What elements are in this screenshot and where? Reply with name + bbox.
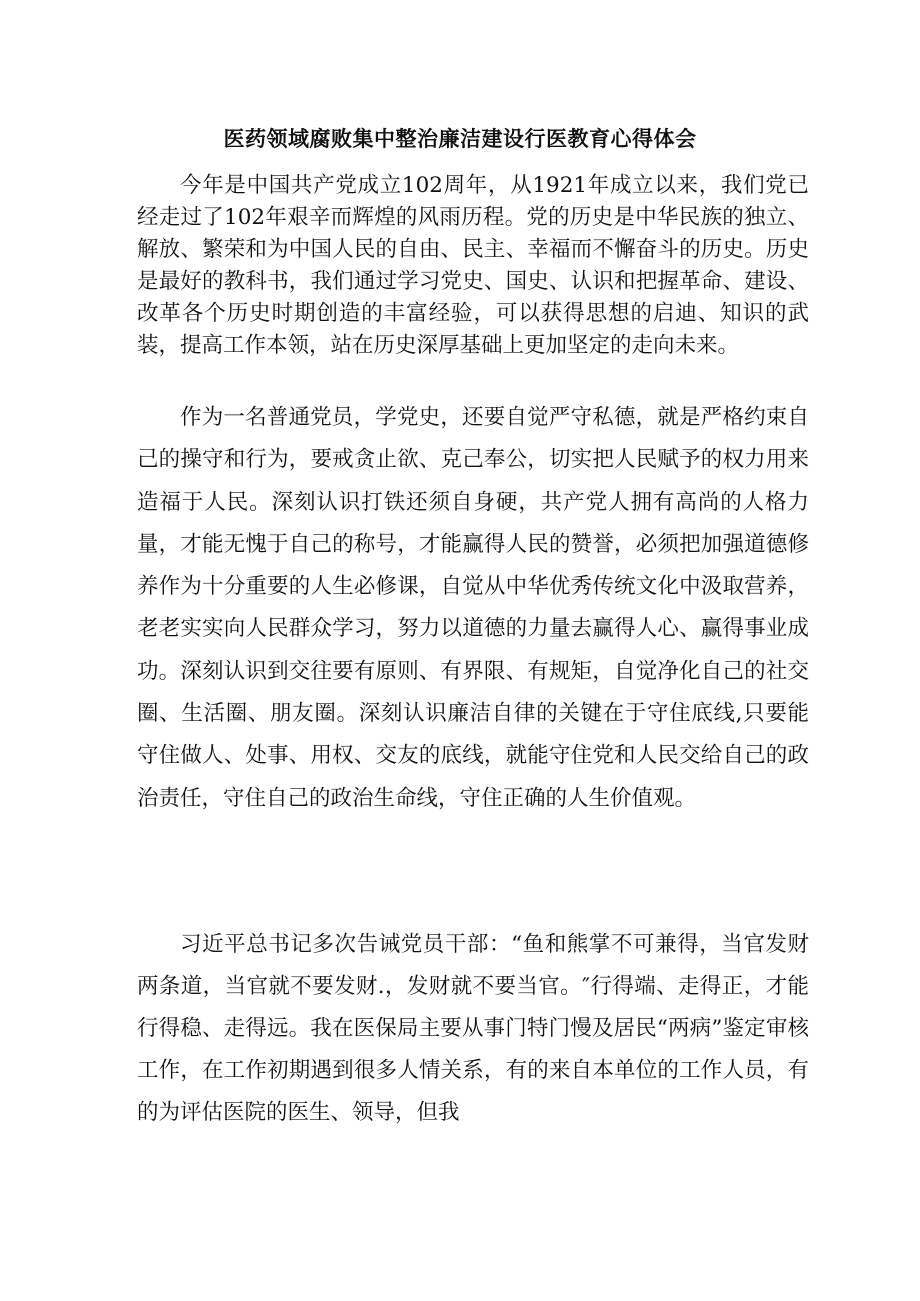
document-title: 医药领域腐败集中整治廉洁建设行医教育心得体会 [223,126,697,151]
paragraph-1: 今年是中国共产党成立102周年，从1921年成立以来，我们党已经走过了102年艰辛而辉煌的风雨历程。党的历史是中华民族的独立、解放、繁荣和为中国人民的自由、民主、幸福而不懈奋斗的历史。历史是最好的教科书，我们通过学习党史、国史、认识和把握革命、建设、改革各个历史时期创造的丰富经验，可以获得思想的启迪、知识的武装，提高工作本领，站在历史深厚基础上更加坚定的走向未来。 [137,173,809,358]
paragraph-3: 习近平总书记多次告诫党员干部：“鱼和熊掌不可兼得，当官发财两条道，当官就不要发财.，发财就不要当官。″行得端、走得正，才能行得稳、走得远。我在医保局主要从事门特门慢及居民“两病”鉴定审核工作，在工作初期遇到很多人情关系，有的来自本单位的工作人员，有的为评估医院的医生、领导，但我 [137,932,809,1125]
paragraph-2: 作为一名普通党员，学党史，还要自觉严守私德，就是严格约束自己的操守和行为，要戒贪止欲、克己奉公，切实把人民赋予的权力用来造福于人民。深刻认识打铁还须自身硬，共产党人拥有高尚的人格力量，才能无愧于自己的称号，才能赢得人民的赞誉，必须把加强道德修养作为十分重要的人生必修课，自觉从中华优秀传统文化中汲取营养，老老实实向人民群众学习，努力以道德的力量去赢得人心、赢得事业成功。深刻认识到交往要有原则、有界限、有规矩，自觉净化自己的社交圈、生活圈、朋友圈。深刻认识廉洁自律的关键在于守住底线,只要能守住做人、处事、用权、交友的底线，就能守住党和人民交给自己的政治责任，守住自己的政治生命线，守住正确的人生价值观。 [137,405,809,811]
